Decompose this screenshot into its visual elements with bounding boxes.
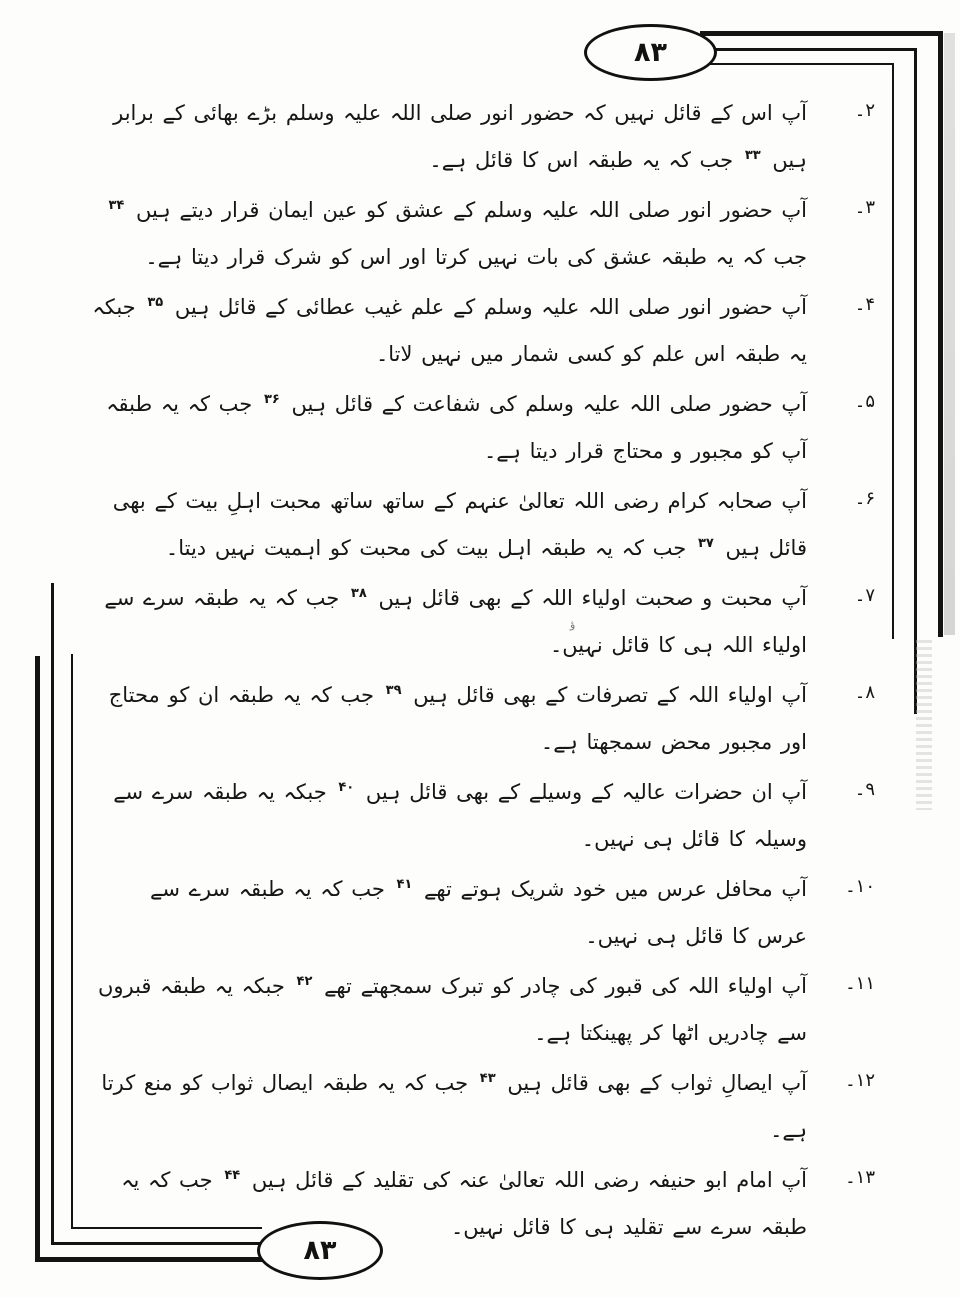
list-item [92,187,875,281]
scan-speckle-artifact [916,640,932,810]
item-text [92,90,807,184]
item-number: ۱۳۔ [845,1167,875,1188]
item-text-before: آپ اولیاء اللہ کے تصرفات کے بھی قائل ہیں [404,683,807,707]
footnote-marker: ۳۹ [385,683,402,698]
item-number: ۸۔ [854,682,875,703]
item-number: ۹۔ [854,779,875,800]
item-text-after: جب کہ یہ طبقہ سرے سے عرس کا قائل ہی نہیں۔ [150,877,807,948]
list-item [92,672,875,766]
footnote-marker: ۴۳ [479,1071,496,1086]
footnote-marker: ۴۴ [224,1168,241,1183]
item-text-after: جب کہ یہ طبقہ سرے سے اولیاء اللہ ہی کا قائل نہیں۔ [104,586,807,657]
list-item [92,284,875,378]
item-text-after: جب کہ یہ طبقہ اس کا قائل ہے۔ [429,148,742,172]
page-number-top: ۸۳ [634,37,667,68]
list-item [92,963,875,1057]
item-text [92,866,807,960]
item-number: ۷۔ [854,585,875,606]
item-text-before: آپ صحابہ کرام رضی اللہ تعالیٰ عنہم کے ساتھ ساتھ محبت اہلِ بیت کے بھی قائل ہیں [112,489,807,560]
item-text-after: جب کہ یہ طبقہ آپ کو مجبور و محتاج قرار دیتا ہے۔ [106,392,807,463]
item-text-before: آپ امام ابو حنیفہ رضی اللہ تعالیٰ عنہ کی تقلید کے قائل ہیں [243,1168,807,1192]
item-text-after: جب کہ یہ طبقہ ایصال ثواب کو منع کرتا ہے۔ [101,1071,807,1142]
item-number: ۵۔ [854,391,875,412]
page-number-oval-top [584,24,717,81]
footnote-marker: ۴۱ [396,877,413,892]
item-text-before: آپ ایصالِ ثواب کے بھی قائل ہیں [498,1071,807,1095]
item-text-before: آپ محافل عرس میں خود شریک ہوتے تھے [415,877,807,901]
page-number-bottom: ۸۳ [303,1235,337,1266]
item-text [92,381,807,475]
item-number: ۳۔ [854,197,875,218]
list-item [92,1157,875,1251]
item-text [92,1157,807,1251]
footnote-marker: ۳۶ [263,392,280,407]
list-item [92,769,875,863]
item-number: ۱۲۔ [845,1070,875,1091]
list-item [92,1060,875,1154]
list-item [92,575,875,669]
item-text [92,672,807,766]
item-text-before: آپ محبت و صحبت اولیاء اللہ کے بھی قائل ہیں [369,586,807,610]
scan-artifact-mark: ؤ [570,618,576,631]
item-text-after: جب کہ یہ طبقہ ان کو محتاج اور مجبور محض سمجھتا ہے۔ [108,683,807,754]
scan-shading-right-edge [944,33,955,635]
item-text-before: آپ حضور صلی اللہ علیہ وسلم کی شفاعت کے قائل ہیں [282,392,807,416]
item-text-after: جبکہ یہ طبقہ سرے سے وسیلہ کا قائل ہی نہیں۔ [113,780,807,851]
item-text [92,963,807,1057]
item-text-after: جبکہ یہ طبقہ اس علم کو کسی شمار میں نہیں لاتا۔ [92,295,807,366]
item-text [92,284,807,378]
item-number: ۲۔ [854,100,875,121]
item-number: ۴۔ [854,294,875,315]
numbered-list [92,90,875,1254]
item-text [92,575,807,669]
item-text-before: آپ ان حضرات عالیہ کے وسیلے کے بھی قائل ہیں [357,780,807,804]
item-text-after: جب کہ یہ طبقہ اہل بیت کی محبت کو اہمیت نہیں دیتا۔ [165,536,695,560]
item-text-before: آپ حضور انور صلی اللہ علیہ وسلم کے علم غیب عطائی کے قائل ہیں [166,295,807,319]
footnote-marker: ۳۷ [697,536,714,551]
footnote-marker: ۳۳ [744,148,761,163]
footnote-marker: ۳۴ [108,198,125,213]
list-item [92,90,875,184]
item-text-after: جب کہ یہ طبقہ عشق کی بات نہیں کرتا اور اس کو شرک قرار دیتا ہے۔ [145,245,807,269]
footnote-marker: ۴۲ [296,974,313,989]
item-text [92,187,807,281]
item-text-before: آپ حضور انور صلی اللہ علیہ وسلم کے عشق کو عین ایمان قرار دیتے ہیں [127,198,807,222]
footnote-marker: ۳۵ [147,295,164,310]
list-item [92,866,875,960]
item-text-after: جب کہ یہ طبقہ سرے سے تقلید ہی کا قائل نہیں۔ [121,1168,807,1239]
item-text-after: جبکہ یہ طبقہ قبروں سے چادریں اٹھا کر پھینکتا ہے۔ [97,974,807,1045]
page-number-oval-bottom [257,1221,383,1280]
item-text [92,1060,807,1154]
footnote-marker: ۴۰ [338,780,355,795]
item-number: ۱۱۔ [845,973,875,994]
item-text [92,769,807,863]
list-item [92,381,875,475]
item-text-before: آپ اس کے قائل نہیں کہ حضور انور صلی اللہ علیہ وسلم بڑے بھائی کے برابر ہیں [113,101,807,172]
list-item [92,478,875,572]
footnote-marker: ۳۸ [350,586,367,601]
item-text [92,478,807,572]
item-number: ۶۔ [854,488,875,509]
item-text-before: آپ اولیاء اللہ کی قبور کی چادر کو تبرک سمجھتے تھے [315,974,807,998]
item-number: ۱۰۔ [845,876,875,897]
